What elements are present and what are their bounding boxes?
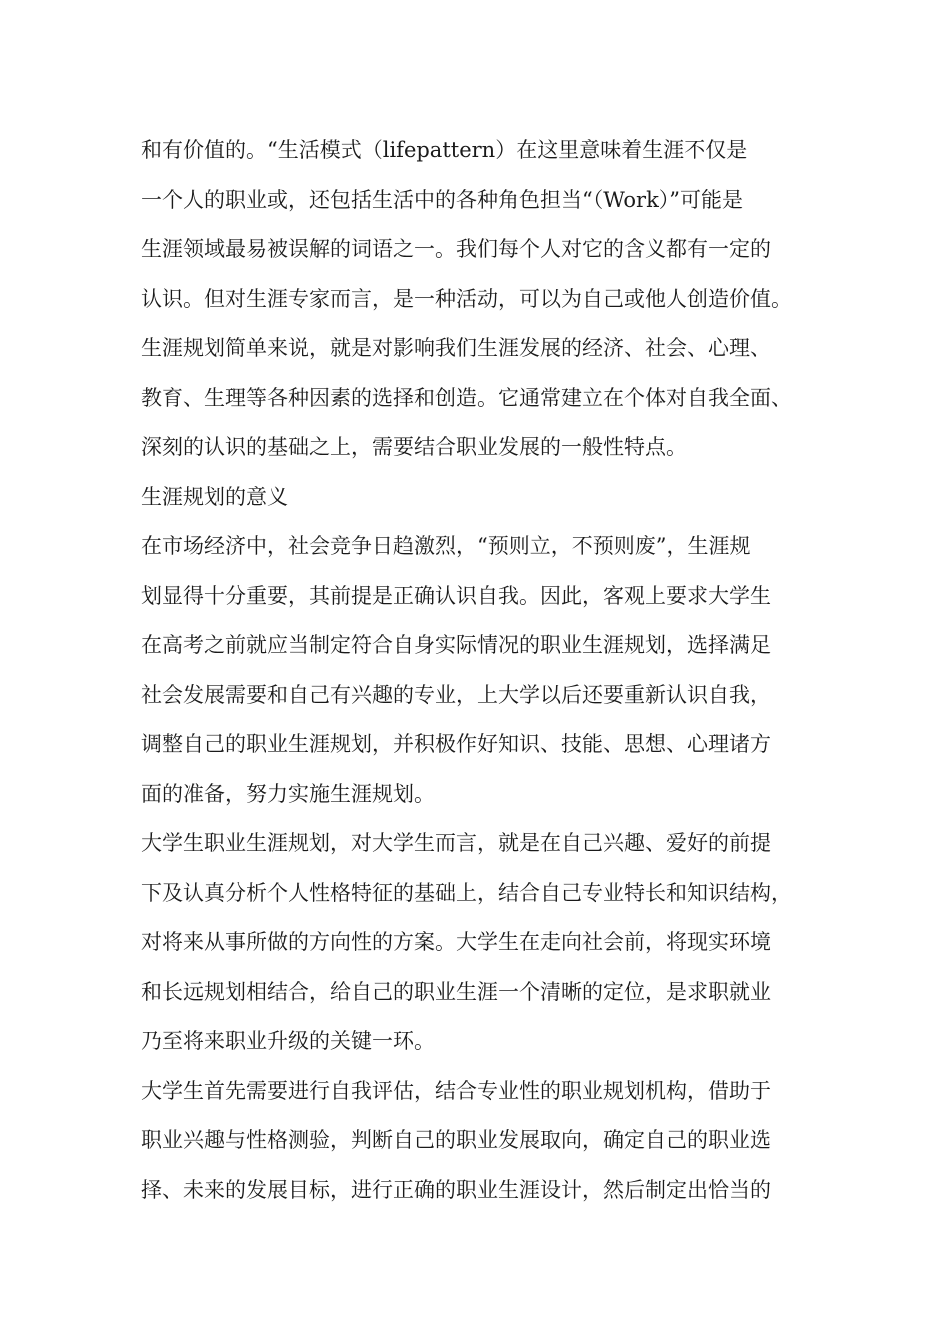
text-line: 下及认真分析个人性格特征的基础上，结合自己专业特长和知识结构， <box>141 880 792 905</box>
text-line: 和长远规划相结合，给自己的职业生涯一个清晰的定位，是求职就业 <box>141 979 771 1004</box>
text-line: 大学生职业生涯规划，对大学生而言，就是在自己兴趣、爱好的前提 <box>141 831 771 855</box>
text-line: 调整自己的职业生涯规划，并积极作好知识、技能、思想、心理诸方 <box>141 732 771 756</box>
text-line: 划显得十分重要，其前提是正确认识自我。因此，客观上要求大学生 <box>141 583 771 608</box>
text-line: 深刻的认识的基础之上，需要结合职业发展的一般性特点。 <box>141 435 687 459</box>
text-line: 对将来从事所做的方向性的方案。大学生在走向社会前，将现实环境 <box>141 930 771 954</box>
text-line: 一个人的职业或，还包括生活中的各种角色担当“（Work）”可能是 <box>141 187 744 212</box>
text-line: 大学生首先需要进行自我评估，结合专业性的职业规划机构，借助于 <box>141 1078 771 1103</box>
section-heading: 生涯规划的意义 <box>141 484 288 509</box>
text-line: 面的准备，努力实施生涯规划。 <box>141 781 435 806</box>
text-line: 生涯领域最易被误解的词语之一。我们每个人对它的含义都有一定的 <box>141 237 771 261</box>
text-line: 生涯规划简单来说，就是对影响我们生涯发展的经济、社会、心理、 <box>141 336 771 360</box>
body-text <box>141 126 831 1215</box>
text-line: 教育、生理等各种因素的选择和创造。它通常建立在个体对自我全面、 <box>141 385 792 410</box>
text-line: 社会发展需要和自己有兴趣的专业，上大学以后还要重新认识自我， <box>141 682 771 707</box>
text-line: 乃至将来职业升级的关键一环。 <box>141 1029 435 1053</box>
text-line: 认识。但对生涯专家而言，是一种活动，可以为自己或他人创造价值。 <box>141 286 792 311</box>
text-line: 在高考之前就应当制定符合自身实际情况的职业生涯规划，选择满足 <box>141 633 771 657</box>
text-line: 择、未来的发展目标，进行正确的职业生涯设计，然后制定出恰当的 <box>141 1177 771 1202</box>
text-line: 在市场经济中，社会竞争日趋激烈，“预则立，不预则废”，生涯规 <box>141 534 751 558</box>
text-line: 职业兴趣与性格测验，判断自己的职业发展取向，确定自己的职业选 <box>141 1128 771 1152</box>
text-line: 和有价值的。“生活模式（lifepattern）在这里意味着生涯不仅是 <box>141 138 748 162</box>
